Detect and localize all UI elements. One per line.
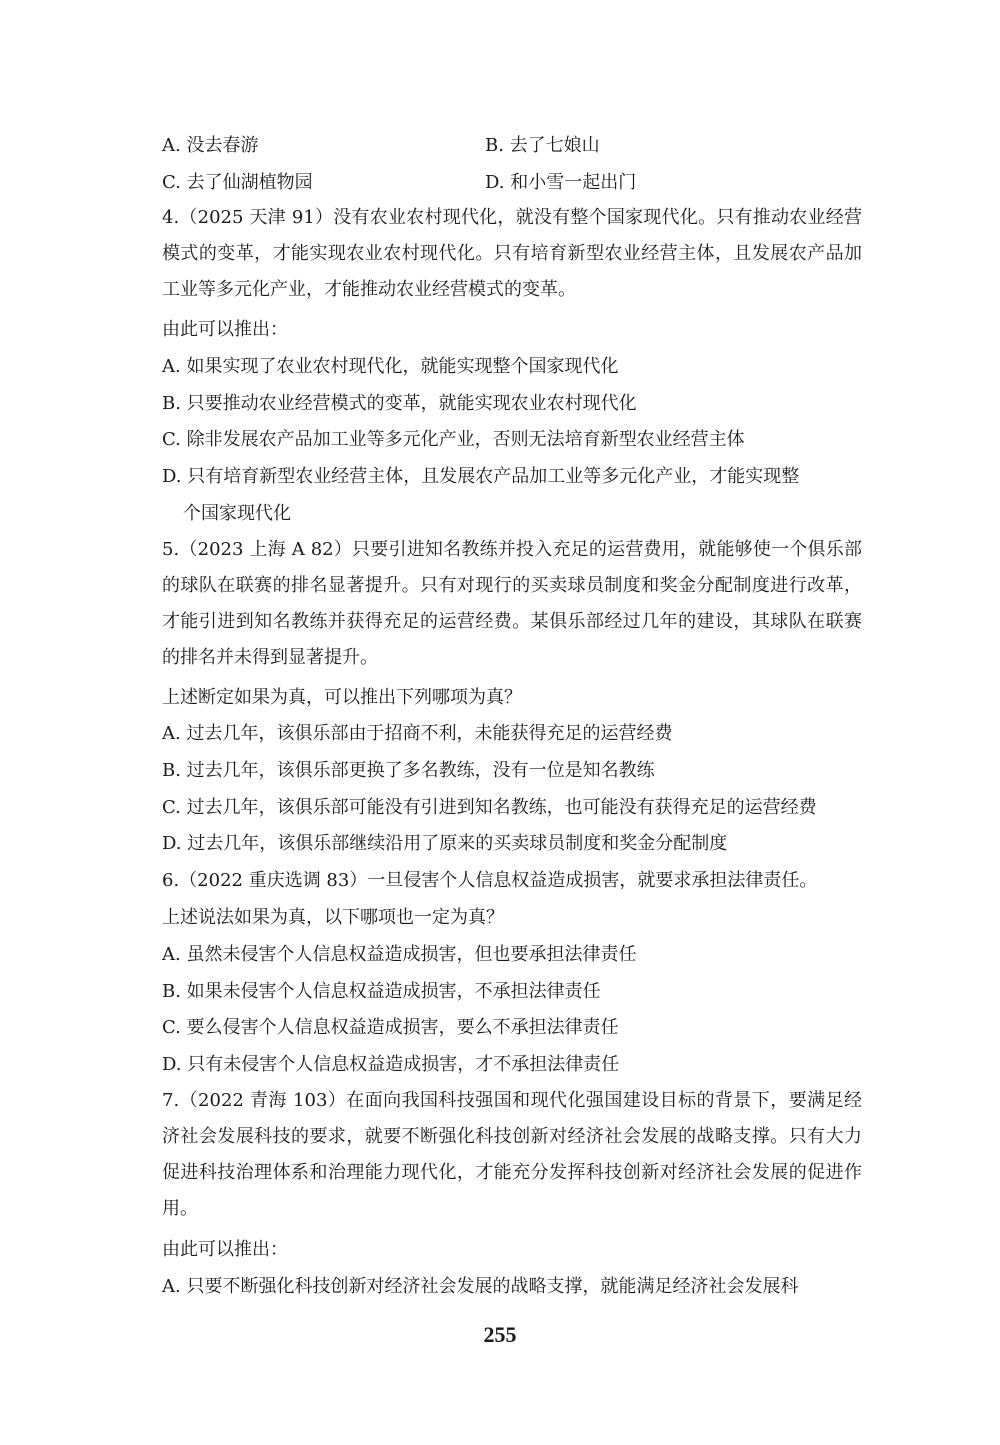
q5-prompt: 上述断定如果为真，可以推出下列哪项为真？ [162, 687, 522, 708]
q4-option-a: A. 如果实现了农业农村现代化，就能实现整个国家现代化 [162, 356, 619, 377]
q3-option-d: D. 和小雪一起出门 [485, 172, 637, 193]
q6-option-c: C. 要么侵害个人信息权益造成损害，要么不承担法律责任 [162, 1017, 619, 1038]
q6-stem: 6.（2022 重庆选调 83）一旦侵害个人信息权益造成损害，就要求承担法律责任。 [162, 870, 818, 891]
q4-option-b: B. 只要推动农业经营模式的变革，就能实现农业农村现代化 [162, 393, 637, 414]
q7-stem: 7.（2022 青海 103）在面向我国科技强国和现代化强国建设目标的背景下，要满足经济社会发展科技的要求，就要不断强化科技创新对经济社会发展的战略支撑。只有大力促进科技治理体系和治理能力现代化，才能充分发挥科技创新对经济社会发展的促进作用。 [162, 1090, 862, 1219]
q4-option-c: C. 除非发展农产品加工业等多元化产业，否则无法培育新型农业经营主体 [162, 429, 745, 450]
q7-prompt: 由此可以推出： [162, 1239, 288, 1260]
q5-option-c: C. 过去几年，该俱乐部可能没有引进到知名教练，也可能没有获得充足的运营经费 [162, 797, 817, 818]
q5-stem: 5.（2023 上海 A 82）只要引进知名教练并投入充足的运营费用，就能够使一个俱乐部的球队在联赛的排名显著提升。只有对现行的买卖球员制度和奖金分配制度进行改革，才能引进到知名教练并获得充足的运营经费。某俱乐部经过几年的建设，其球队在联赛的排名并未得到显著提升。 [162, 539, 862, 668]
q5-option-b: B. 过去几年，该俱乐部更换了多名教练，没有一位是知名教练 [162, 760, 655, 781]
q6-option-a: A. 虽然未侵害个人信息权益造成损害，但也要承担法律责任 [162, 944, 637, 965]
page-number: 255 [483, 1322, 517, 1347]
q4-prompt: 由此可以推出： [162, 319, 288, 340]
q6-prompt: 上述说法如果为真，以下哪项也一定为真？ [162, 907, 504, 928]
q7-option-a: A. 只要不断强化科技创新对经济社会发展的战略支撑，就能满足经济社会发展科 [162, 1276, 799, 1297]
q4-stem: 4.（2025 天津 91）没有农业农村现代化，就没有整个国家现代化。只有推动农业经营模式的变革，才能实现农业农村现代化。只有培育新型农业经营主体，且发展农产品加工业等多元化产业，才能推动农业经营模式的变革。 [162, 207, 862, 300]
q3-option-a: A. 没去春游 [162, 135, 259, 156]
q5-option-a: A. 过去几年，该俱乐部由于招商不利，未能获得充足的运营经费 [162, 723, 673, 744]
q4-option-d: D. 只有培育新型农业经营主体，且发展农产品加工业等多元化产业，才能实现整 [162, 466, 800, 487]
q5-option-d: D. 过去几年，该俱乐部继续沿用了原来的买卖球员制度和奖金分配制度 [162, 833, 728, 854]
q6-option-d: D. 只有未侵害个人信息权益造成损害，才不承担法律责任 [162, 1054, 620, 1075]
q3-option-b: B. 去了七娘山 [485, 135, 600, 156]
q3-option-c: C. 去了仙湖植物园 [162, 172, 313, 193]
q6-option-b: B. 如果未侵害个人信息权益造成损害，不承担法律责任 [162, 981, 601, 1002]
q4-option-d-continued: 个国家现代化 [183, 503, 291, 524]
